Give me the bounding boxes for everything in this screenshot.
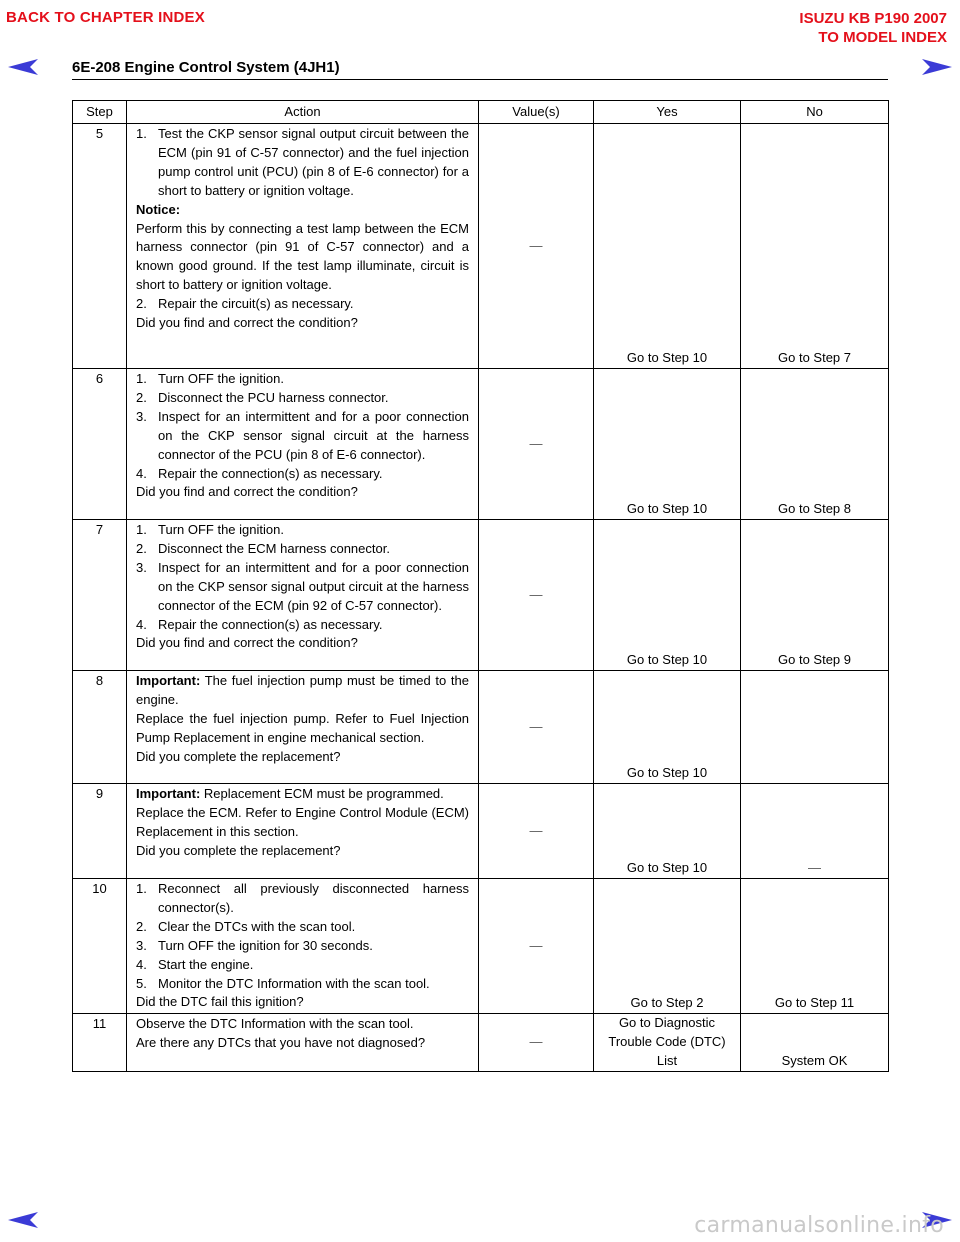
action-cell bbox=[127, 879, 479, 1014]
dash-mark: — bbox=[529, 1034, 543, 1050]
step-number: 6 bbox=[73, 369, 127, 520]
list-item: 5. Monitor the DTC Information with the scan tool. bbox=[136, 975, 430, 991]
value-cell bbox=[479, 784, 594, 879]
important-note: Important: The fuel injection pump must be timed to the engine. bbox=[136, 673, 469, 707]
page-title: 6E-208 Engine Control System (4JH1) bbox=[72, 59, 888, 80]
no-cell: System OK bbox=[741, 1014, 889, 1072]
watermark-text: carmanualsonline.info bbox=[694, 1213, 944, 1238]
table-row-step-6 bbox=[73, 369, 889, 520]
value-cell bbox=[479, 671, 594, 784]
to-model-index-label: TO MODEL INDEX bbox=[818, 29, 947, 46]
dash-mark: — bbox=[529, 718, 543, 734]
dash-mark: — bbox=[529, 237, 543, 253]
dash-mark: — bbox=[529, 822, 543, 838]
value-cell bbox=[479, 1014, 594, 1072]
column-header-yes: Yes bbox=[594, 101, 741, 124]
table-row-step-10 bbox=[73, 879, 889, 1014]
question-text: Did you find and correct the condition? bbox=[136, 635, 358, 651]
yes-cell: Go to Step 2 bbox=[594, 879, 741, 1014]
question-text: Did you complete the replacement? bbox=[136, 748, 341, 764]
value-cell bbox=[479, 879, 594, 1014]
column-header-values: Value(s) bbox=[479, 101, 594, 124]
yes-cell: Go to Step 10 bbox=[594, 671, 741, 784]
dash-mark: — bbox=[529, 435, 543, 451]
value-cell bbox=[479, 124, 594, 369]
question-text: Did you find and correct the condition? bbox=[136, 484, 358, 500]
list-item: 4. Repair the connection(s) as necessary. bbox=[136, 616, 383, 632]
table-header-row bbox=[73, 101, 889, 124]
list-item: 3. Inspect for an intermittent and for a poor connection on the CKP sensor signal output circuit at the harness connector of the ECM (pin 92 of C-57 connector). bbox=[136, 559, 469, 613]
action-cell bbox=[127, 1014, 479, 1072]
question-text: Did the DTC fail this ignition? bbox=[136, 994, 304, 1010]
step-number: 7 bbox=[73, 520, 127, 671]
list-item: 1. Turn OFF the ignition. bbox=[136, 371, 284, 386]
step-number: 8 bbox=[73, 671, 127, 784]
no-cell bbox=[741, 671, 889, 784]
model-index-link[interactable] bbox=[799, 9, 947, 47]
action-text: Replace the fuel injection pump. Refer to Fuel Injection Pump Replacement in engine mechanical section. bbox=[136, 710, 469, 745]
no-cell: Go to Step 9 bbox=[741, 520, 889, 671]
yes-cell: Go to Step 10 bbox=[594, 520, 741, 671]
table-row-step-8 bbox=[73, 671, 889, 784]
no-cell: Go to Step 11 bbox=[741, 879, 889, 1014]
previous-page-bottom-arrow-icon[interactable] bbox=[8, 1212, 38, 1228]
model-name: ISUZU KB P190 2007 bbox=[799, 10, 947, 27]
action-cell bbox=[127, 671, 479, 784]
yes-cell: Go to Step 10 bbox=[594, 124, 741, 369]
question-text: Did you find and correct the condition? bbox=[136, 315, 358, 331]
notice-label: Notice: bbox=[136, 201, 181, 217]
value-cell bbox=[479, 520, 594, 671]
list-item: 4. Start the engine. bbox=[136, 956, 254, 972]
next-page-arrow-icon[interactable] bbox=[922, 59, 952, 75]
table-row-step-5 bbox=[73, 124, 889, 369]
action-text: Observe the DTC Information with the scan tool. bbox=[136, 1016, 414, 1032]
table-row-step-11 bbox=[73, 1014, 889, 1072]
list-item: 2. Disconnect the PCU harness connector. bbox=[136, 389, 389, 405]
no-cell: Go to Step 8 bbox=[741, 369, 889, 520]
list-item: 3. Turn OFF the ignition for 30 seconds. bbox=[136, 937, 373, 953]
yes-cell: Go to Diagnostic Trouble Code (DTC) List bbox=[594, 1014, 741, 1072]
yes-cell: Go to Step 10 bbox=[594, 369, 741, 520]
question-text: Are there any DTCs that you have not diagnosed? bbox=[136, 1035, 426, 1051]
dash-mark: — bbox=[529, 937, 543, 953]
yes-cell: Go to Step 10 bbox=[594, 784, 741, 879]
no-cell: Go to Step 7 bbox=[741, 124, 889, 369]
column-header-action: Action bbox=[127, 101, 479, 124]
table-row-step-9 bbox=[73, 784, 889, 879]
diagnostic-steps-table bbox=[72, 100, 889, 1072]
previous-page-arrow-icon[interactable] bbox=[8, 59, 38, 75]
dash-mark: — bbox=[529, 586, 543, 602]
list-item: 3. Inspect for an intermittent and for a poor connection on the CKP sensor signal circuit at the harness connector of the PCU (pin 8 of E-6 connector). bbox=[136, 408, 469, 462]
notice-text: Perform this by connecting a test lamp between the ECM harness connector (pin 91 of C-57 connector) and a known good ground. If the test lamp illuminate, circuit is short to battery or ignition voltage. bbox=[136, 220, 469, 293]
action-cell bbox=[127, 124, 479, 369]
column-header-step: Step bbox=[73, 101, 127, 124]
table-row-step-7 bbox=[73, 520, 889, 671]
list-item: 1. Turn OFF the ignition. bbox=[136, 522, 284, 537]
column-header-no: No bbox=[741, 101, 889, 124]
value-cell bbox=[479, 369, 594, 520]
list-item: 2. Disconnect the ECM harness connector. bbox=[136, 540, 390, 556]
list-item: 1. Test the CKP sensor signal output circuit between the ECM (pin 91 of C-57 connector) and the fuel injection pump control unit (PCU) (pin 8 of E-6 connector) for a short to battery or ignition voltage. bbox=[136, 126, 469, 198]
no-cell: — bbox=[741, 784, 889, 879]
action-cell bbox=[127, 369, 479, 520]
list-item: 2. Clear the DTCs with the scan tool. bbox=[136, 918, 356, 934]
step-number: 10 bbox=[73, 879, 127, 1014]
list-item: 4. Repair the connection(s) as necessary. bbox=[136, 465, 383, 481]
important-note: Important: Replacement ECM must be programmed. bbox=[136, 786, 444, 801]
step-number: 11 bbox=[73, 1014, 127, 1072]
step-number: 5 bbox=[73, 124, 127, 369]
action-cell bbox=[127, 520, 479, 671]
action-text: Replace the ECM. Refer to Engine Control Module (ECM) Replacement in this section. bbox=[136, 804, 469, 839]
question-text: Did you complete the replacement? bbox=[136, 842, 341, 858]
list-item: 1. Reconnect all previously disconnected harness connector(s). bbox=[136, 881, 469, 915]
list-item: 2. Repair the circuit(s) as necessary. bbox=[136, 296, 354, 312]
back-to-chapter-index-link[interactable]: BACK TO CHAPTER INDEX bbox=[6, 9, 205, 26]
step-number: 9 bbox=[73, 784, 127, 879]
action-cell bbox=[127, 784, 479, 879]
